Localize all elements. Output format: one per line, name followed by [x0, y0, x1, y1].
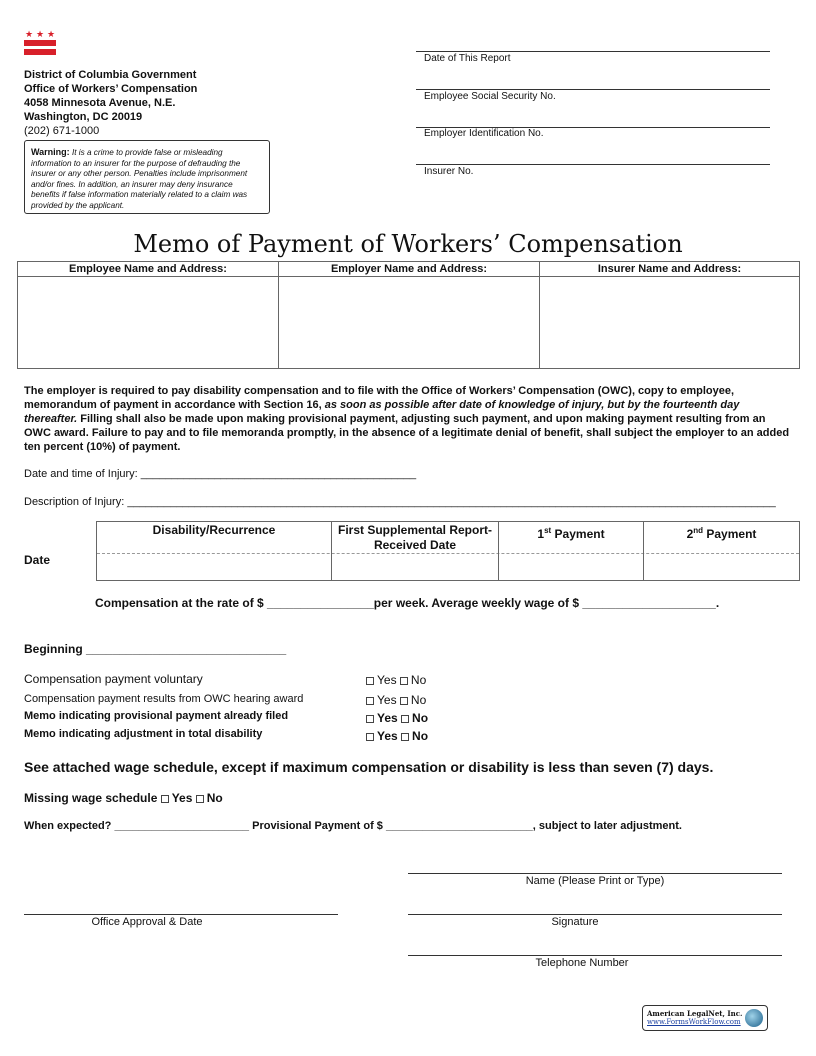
hearing-yes-label: Yes: [377, 693, 397, 707]
adjustment-yes-checkbox[interactable]: [366, 733, 374, 741]
voluntary-label: Compensation payment voluntary: [24, 672, 203, 686]
page-title: Memo of Payment of Workers’ Compensation: [133, 230, 683, 258]
provisional-yes-label: Yes: [377, 711, 398, 725]
adjustment-no-checkbox[interactable]: [401, 733, 409, 741]
globe-icon: [745, 1009, 763, 1027]
telephone-line[interactable]: [408, 955, 782, 956]
supplemental-date-cell[interactable]: [332, 554, 498, 580]
voluntary-yes-label: Yes: [377, 673, 397, 687]
logo-company: American LegalNet, Inc.: [647, 1009, 743, 1018]
warning-text: It is a crime to provide false or misleading information to an insurer for the purpose of defrauding the insurer or any other person. Penalties include imprisonment and/or fines. In addition, an insurer may deny insurance benefits if false information materially related to a claim was provided by the applicant.: [31, 148, 248, 210]
second-payment-sup: nd: [693, 526, 704, 535]
hearing-award-options: [366, 693, 426, 707]
employee-ssn-field[interactable]: [416, 89, 770, 90]
insurer-no-label: Insurer No.: [424, 166, 474, 177]
second-payment-header: [644, 522, 799, 542]
warning-label: Warning:: [31, 147, 70, 157]
first-payment-num: 1: [537, 527, 545, 541]
compensation-rate-field[interactable]: Compensation at the rate of $ ________________per week. Average weekly wage of $ ____________________.: [95, 596, 720, 610]
injury-description-field[interactable]: Description of Injury: __________________________________________________________________________________________________________: [24, 496, 776, 508]
employee-address-header: Employee Name and Address:: [18, 262, 278, 277]
provisional-filed-label: Memo indicating provisional payment already filed: [24, 710, 289, 722]
adjustment-options: [366, 729, 428, 743]
employer-address-header: Employer Name and Address:: [279, 262, 539, 277]
employer-id-label: Employer Identification No.: [424, 128, 544, 139]
beginning-date-field[interactable]: Beginning ______________________________: [24, 642, 287, 656]
voluntary-no-label: No: [410, 673, 427, 687]
employer-address-cell[interactable]: [279, 262, 540, 368]
first-payment-text: Payment: [551, 527, 605, 541]
injury-date-field[interactable]: Date and time of Injury: _____________________________________________: [24, 468, 417, 480]
first-payment-header: [499, 522, 643, 542]
star-icon: ★: [25, 29, 34, 39]
second-payment-text: Payment: [703, 527, 757, 541]
missing-wage-yes-checkbox[interactable]: [161, 795, 169, 803]
voluntary-no-checkbox[interactable]: [400, 677, 408, 685]
office-approval-line[interactable]: [24, 914, 338, 915]
hearing-yes-checkbox[interactable]: [366, 697, 374, 705]
flag-bar: [24, 40, 56, 46]
signature-label: Signature: [551, 916, 599, 928]
date-of-report-label: Date of This Report: [424, 53, 511, 64]
employee-address-cell[interactable]: [18, 262, 279, 368]
warning-box: [24, 140, 270, 214]
name-label: Name (Please Print or Type): [525, 875, 665, 887]
star-icon: ★: [36, 29, 45, 39]
supplemental-report-header: First Supplemental Report- Received Date: [337, 523, 492, 552]
first-payment-date-cell[interactable]: [499, 554, 643, 580]
adjustment-yes-label: Yes: [377, 729, 398, 743]
agency-office: Office of Workers’ Compensation: [24, 83, 198, 95]
disability-date-cell[interactable]: [97, 554, 331, 580]
provisional-no-checkbox[interactable]: [401, 715, 409, 723]
telephone-label: Telephone Number: [535, 957, 629, 969]
adjustment-label: Memo indicating adjustment in total disability: [24, 728, 263, 740]
agency-street: 4058 Minnesota Avenue, N.E.: [24, 97, 176, 109]
missing-wage-label: Missing wage schedule: [24, 791, 158, 805]
missing-wage-yes-label: Yes: [171, 791, 193, 805]
agency-phone: (202) 671-1000: [24, 125, 100, 137]
insurer-address-header: Insurer Name and Address:: [540, 262, 799, 277]
hearing-award-label: Compensation payment results from OWC hearing award: [24, 693, 304, 705]
office-approval-label: Office Approval & Date: [91, 916, 203, 928]
flag-bar: [24, 49, 56, 55]
missing-wage-row: [24, 791, 223, 805]
name-line[interactable]: [408, 873, 782, 874]
signature-line[interactable]: [408, 914, 782, 915]
instructions-italic: as soon as possible after date of knowledge of injury, but by the fourteenth day thereafter.: [24, 399, 740, 425]
wage-schedule-note: See attached wage schedule, except if maximum compensation or disability is less than seven (7) days.: [24, 759, 714, 775]
second-payment-num: 2: [686, 527, 694, 541]
missing-wage-no-label: No: [206, 791, 223, 805]
parties-table: [17, 261, 800, 369]
date-of-report-field[interactable]: [416, 51, 770, 52]
second-payment-date-cell[interactable]: [644, 554, 799, 580]
star-icon: ★: [47, 29, 56, 39]
provisional-filed-options: [366, 711, 428, 725]
instructions-paragraph: [24, 384, 794, 454]
date-row-label: Date: [24, 553, 51, 567]
hearing-no-checkbox[interactable]: [400, 697, 408, 705]
payments-table: [96, 521, 800, 581]
dc-flag-logo: [24, 30, 56, 56]
legalnet-logo[interactable]: [642, 1005, 768, 1031]
when-expected-field[interactable]: When expected? ______________________ Provisional Payment of $ ________________________, subject to later adjustment.: [24, 820, 682, 832]
voluntary-yes-checkbox[interactable]: [366, 677, 374, 685]
provisional-yes-checkbox[interactable]: [366, 715, 374, 723]
instructions-part1: The employer is required to pay disability compensation and to file with the Office of Workers’ Compensation (OWC), copy to employee, memorandum of payment in accordance with Section 16,: [24, 385, 735, 411]
employee-ssn-label: Employee Social Security No.: [424, 91, 556, 102]
disability-recurrence-header: Disability/Recurrence: [152, 523, 276, 537]
voluntary-options: [366, 673, 426, 687]
agency-name: District of Columbia Government: [24, 69, 197, 81]
logo-url: www.FormsWorkFlow.com: [647, 1018, 741, 1026]
adjustment-no-label: No: [412, 729, 429, 743]
first-payment-sup: st: [544, 526, 552, 535]
insurer-no-field[interactable]: [416, 164, 770, 165]
instructions-part2: Filling shall also be made upon making provisional payment, adjusting such payment, and upon making payment resulting from an OWC award. Failure to pay and to file memoranda promptly, in the absence of a legitimate denial of benefit, shall subject the employer to an added ten percent (10%) of payment.: [24, 413, 790, 453]
missing-wage-no-checkbox[interactable]: [196, 795, 204, 803]
provisional-no-label: No: [412, 711, 429, 725]
hearing-no-label: No: [410, 693, 427, 707]
agency-city: Washington, DC 20019: [24, 111, 143, 123]
